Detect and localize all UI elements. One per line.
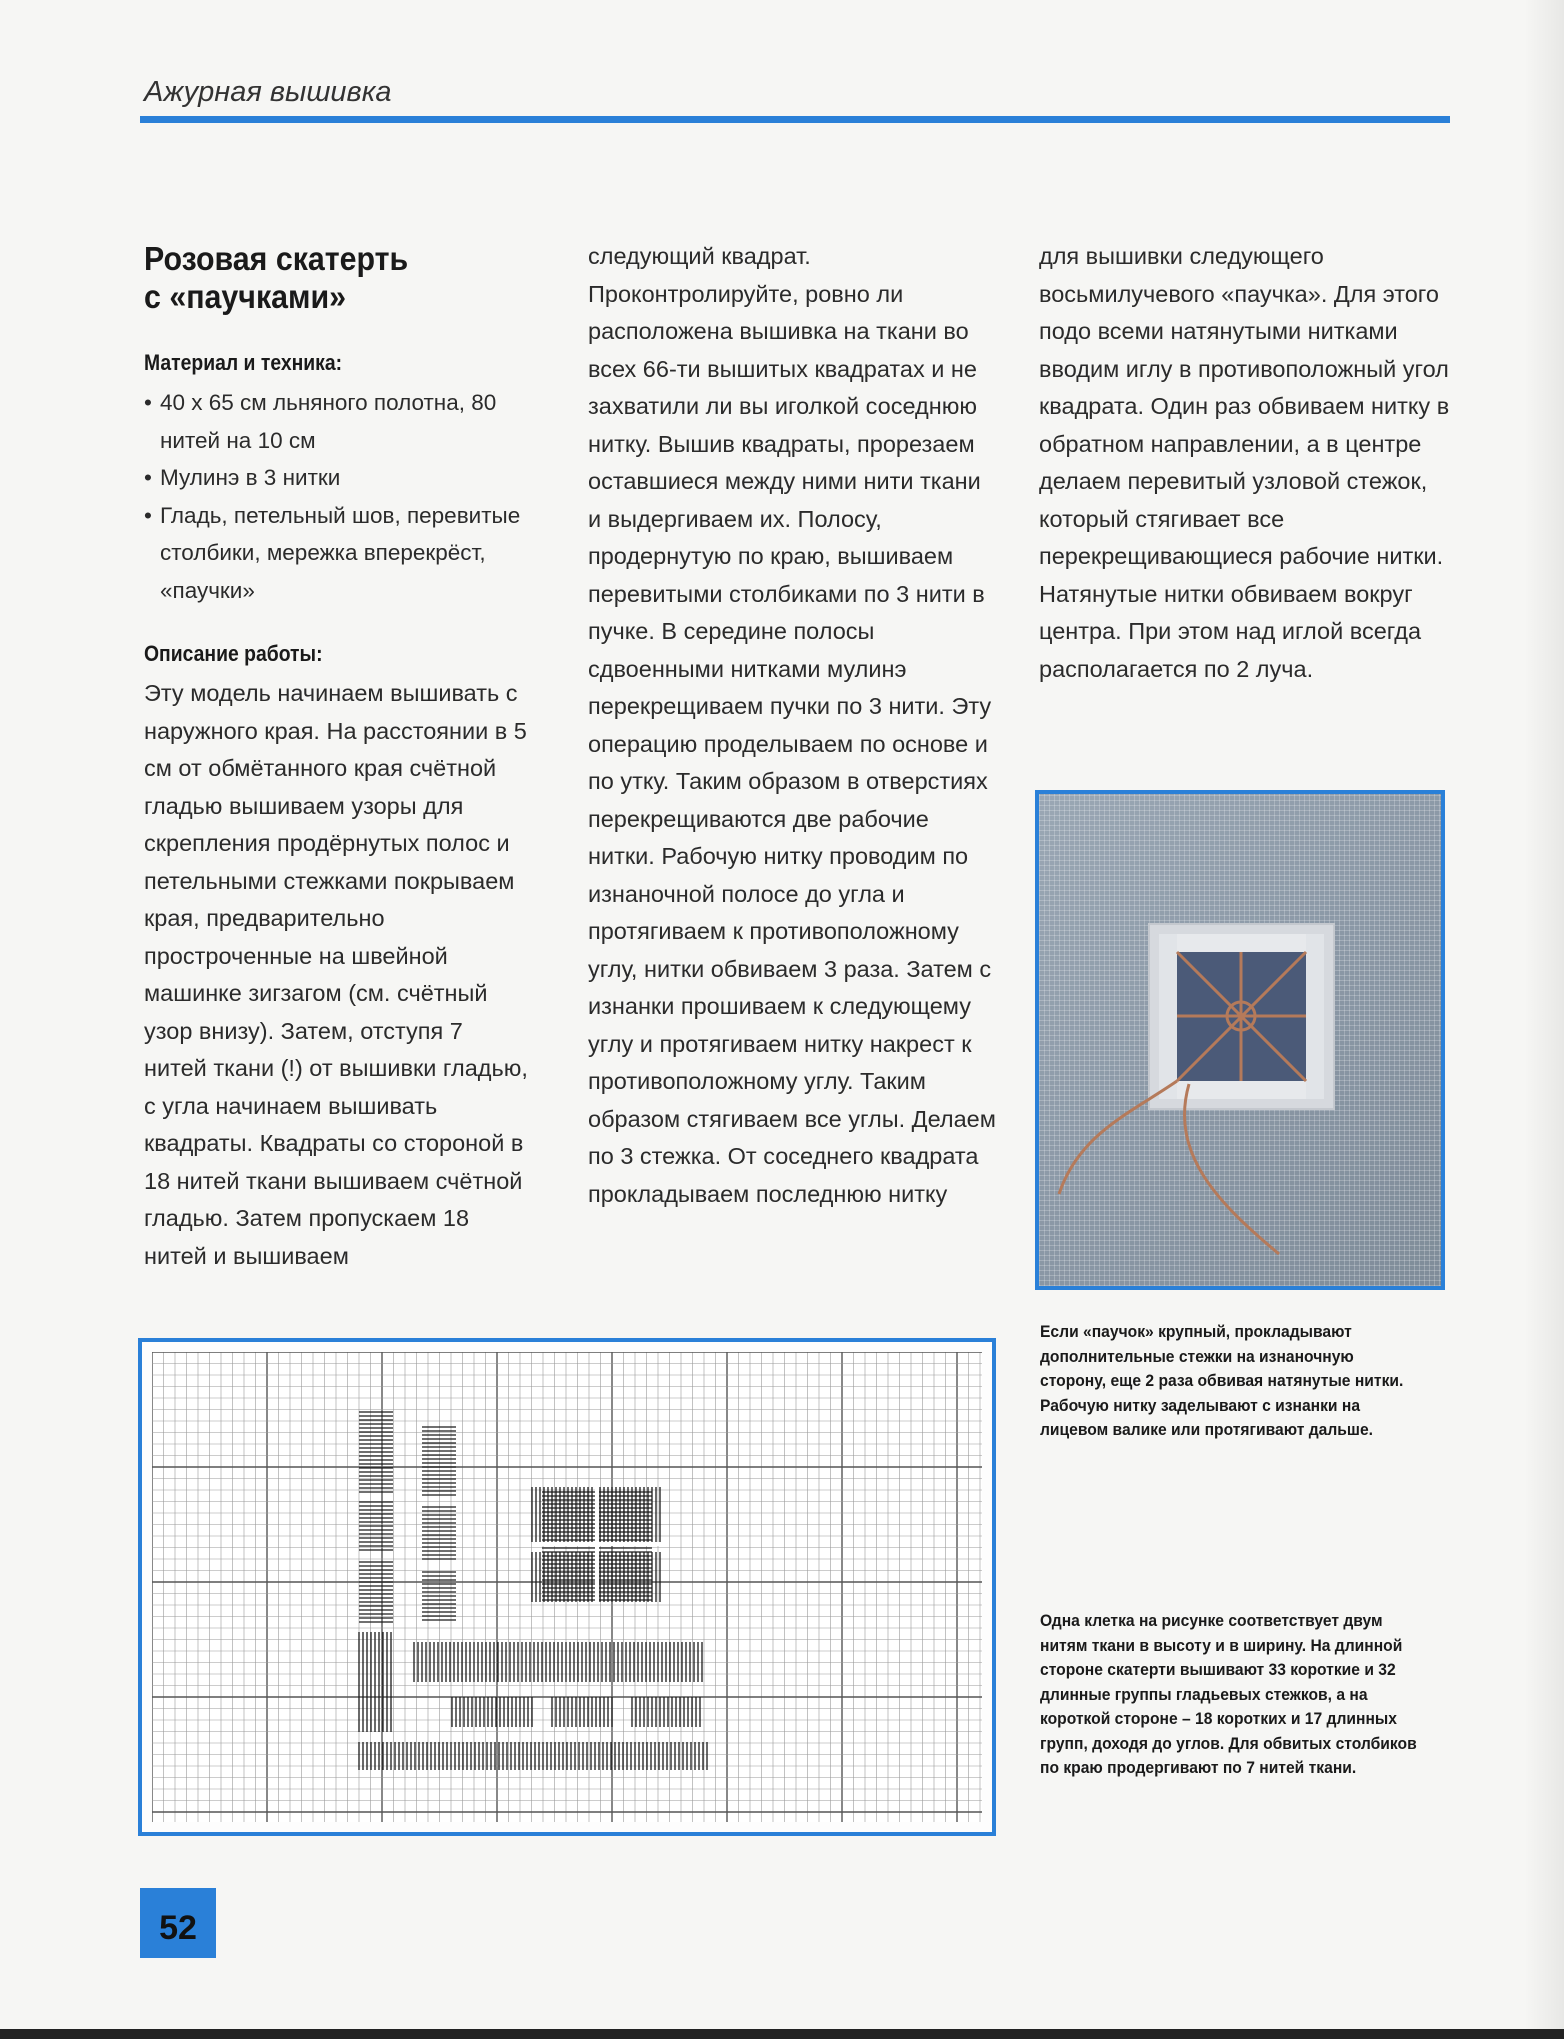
spider-stitch-illustration <box>1039 794 1441 1286</box>
photo-caption: Если «паучок» крупный, прокладывают дополнительные стежки на изнаночную сторону, еще 2 раза обвивая натянутые нитки. Рабочую нитку заделывают с изнанки на лицевом валике или протягивают дальше. <box>1040 1322 1404 1439</box>
page-number: 52 <box>159 1909 197 1947</box>
chart-caption: Одна клетка на рисунке соответствует двум нитям ткани в высоту и в ширину. На длинной стороне скатерти вышивают 33 короткие и 32 длинные группы гладьевых стежков, а на короткой стороне – 18 коротких и 17 длинных групп, доходя до углов. Для обвитых столбиков по краю продергивают по 7 нитей ткани. <box>1040 1611 1417 1777</box>
page-edge-shadow <box>1524 0 1564 2039</box>
materials-heading: Материал и техника: <box>144 350 343 375</box>
column-1 <box>144 240 529 1275</box>
embroidery-photo <box>1035 790 1445 1290</box>
body-text-col1: Эту модель начинаем вышивать с наружного края. На расстоянии в 5 см от обмётанного края счётной гладью вышиваем узоры для скрепления продёрнутых полос и петельными стежками покрываем края, предварительно простроченные на швейной машинке зигзагом (см. счётный узор внизу). Затем, отступя 7 нитей ткани (!) от вышивки гладью, с угла начинаем вышивать квадраты. Квадраты со стороной в 18 нитей ткани вышиваем счётной гладью. Затем пропускаем 18 нитей и вышиваем <box>144 680 528 1269</box>
materials-item: • Гладь, петельный шов, перевитые столбики, мережка вперекрёст, «паучки» <box>144 497 529 610</box>
description-heading: Описание работы: <box>144 641 323 666</box>
page-number-box <box>140 1888 216 1958</box>
body-text-col3: для вышивки следующего восьмилучевого «паучка». Для этого подо всеми натянутыми нитками вводим иглу в противоположный угол квадрата. Один раз обвиваем нитку в обратном направлении, а в центре делаем перевитый узловой стежок, который стягивает все перекрещивающиеся рабочие нитки. Натянутые нитки обвиваем вокруг центра. При этом над иглой всегда располагается по 2 луча. <box>1039 243 1450 682</box>
materials-item: • 40 x 65 см льняного полотна, 80 нитей на 10 см <box>144 384 529 459</box>
materials-item: • Мулинэ в 3 нитки <box>144 459 529 497</box>
column-2 <box>588 238 998 1213</box>
header-rule <box>140 116 1450 123</box>
pattern-chart-frame <box>138 1338 996 1836</box>
running-head: Ажурная вышивка <box>144 76 392 108</box>
body-text-col2: следующий квадрат. Проконтролируйте, ровно ли расположена вышивка на ткани во всех 66-ти вышитых квадратах и не захватили ли вы иголкой соседнюю нитку. Вышив квадраты, прорезаем оставшиеся между ними нити ткани и выдергиваем их. Полосу, продернутую по краю, вышиваем перевитыми столбиками по 3 нити в пучке. В середине полосы сдвоенными нитками мулинэ перекрещиваем пучки по 3 нити. Эту операцию проделываем по основе и по утку. Таким образом в отверстиях перекрещиваются две рабочие нитки. Рабочую нитку проводим по изнаночной полосе до угла и протягиваем к противоположному углу, нитки обвиваем 3 раза. Затем с изнанки прошиваем к следующему углу и протягиваем нитку накрест к противоположному углу. Таким образом стягиваем все углы. Делаем по 3 стежка. От соседнего квадрата прокладываем последнюю нитку <box>588 243 996 1207</box>
title-line-2: с «паучками» <box>144 278 347 315</box>
title-line-1: Розовая скатерть <box>144 240 409 277</box>
pattern-chart <box>152 1352 982 1822</box>
column-3 <box>1039 238 1451 688</box>
bottom-edge <box>0 2029 1564 2039</box>
article-title <box>144 240 498 316</box>
